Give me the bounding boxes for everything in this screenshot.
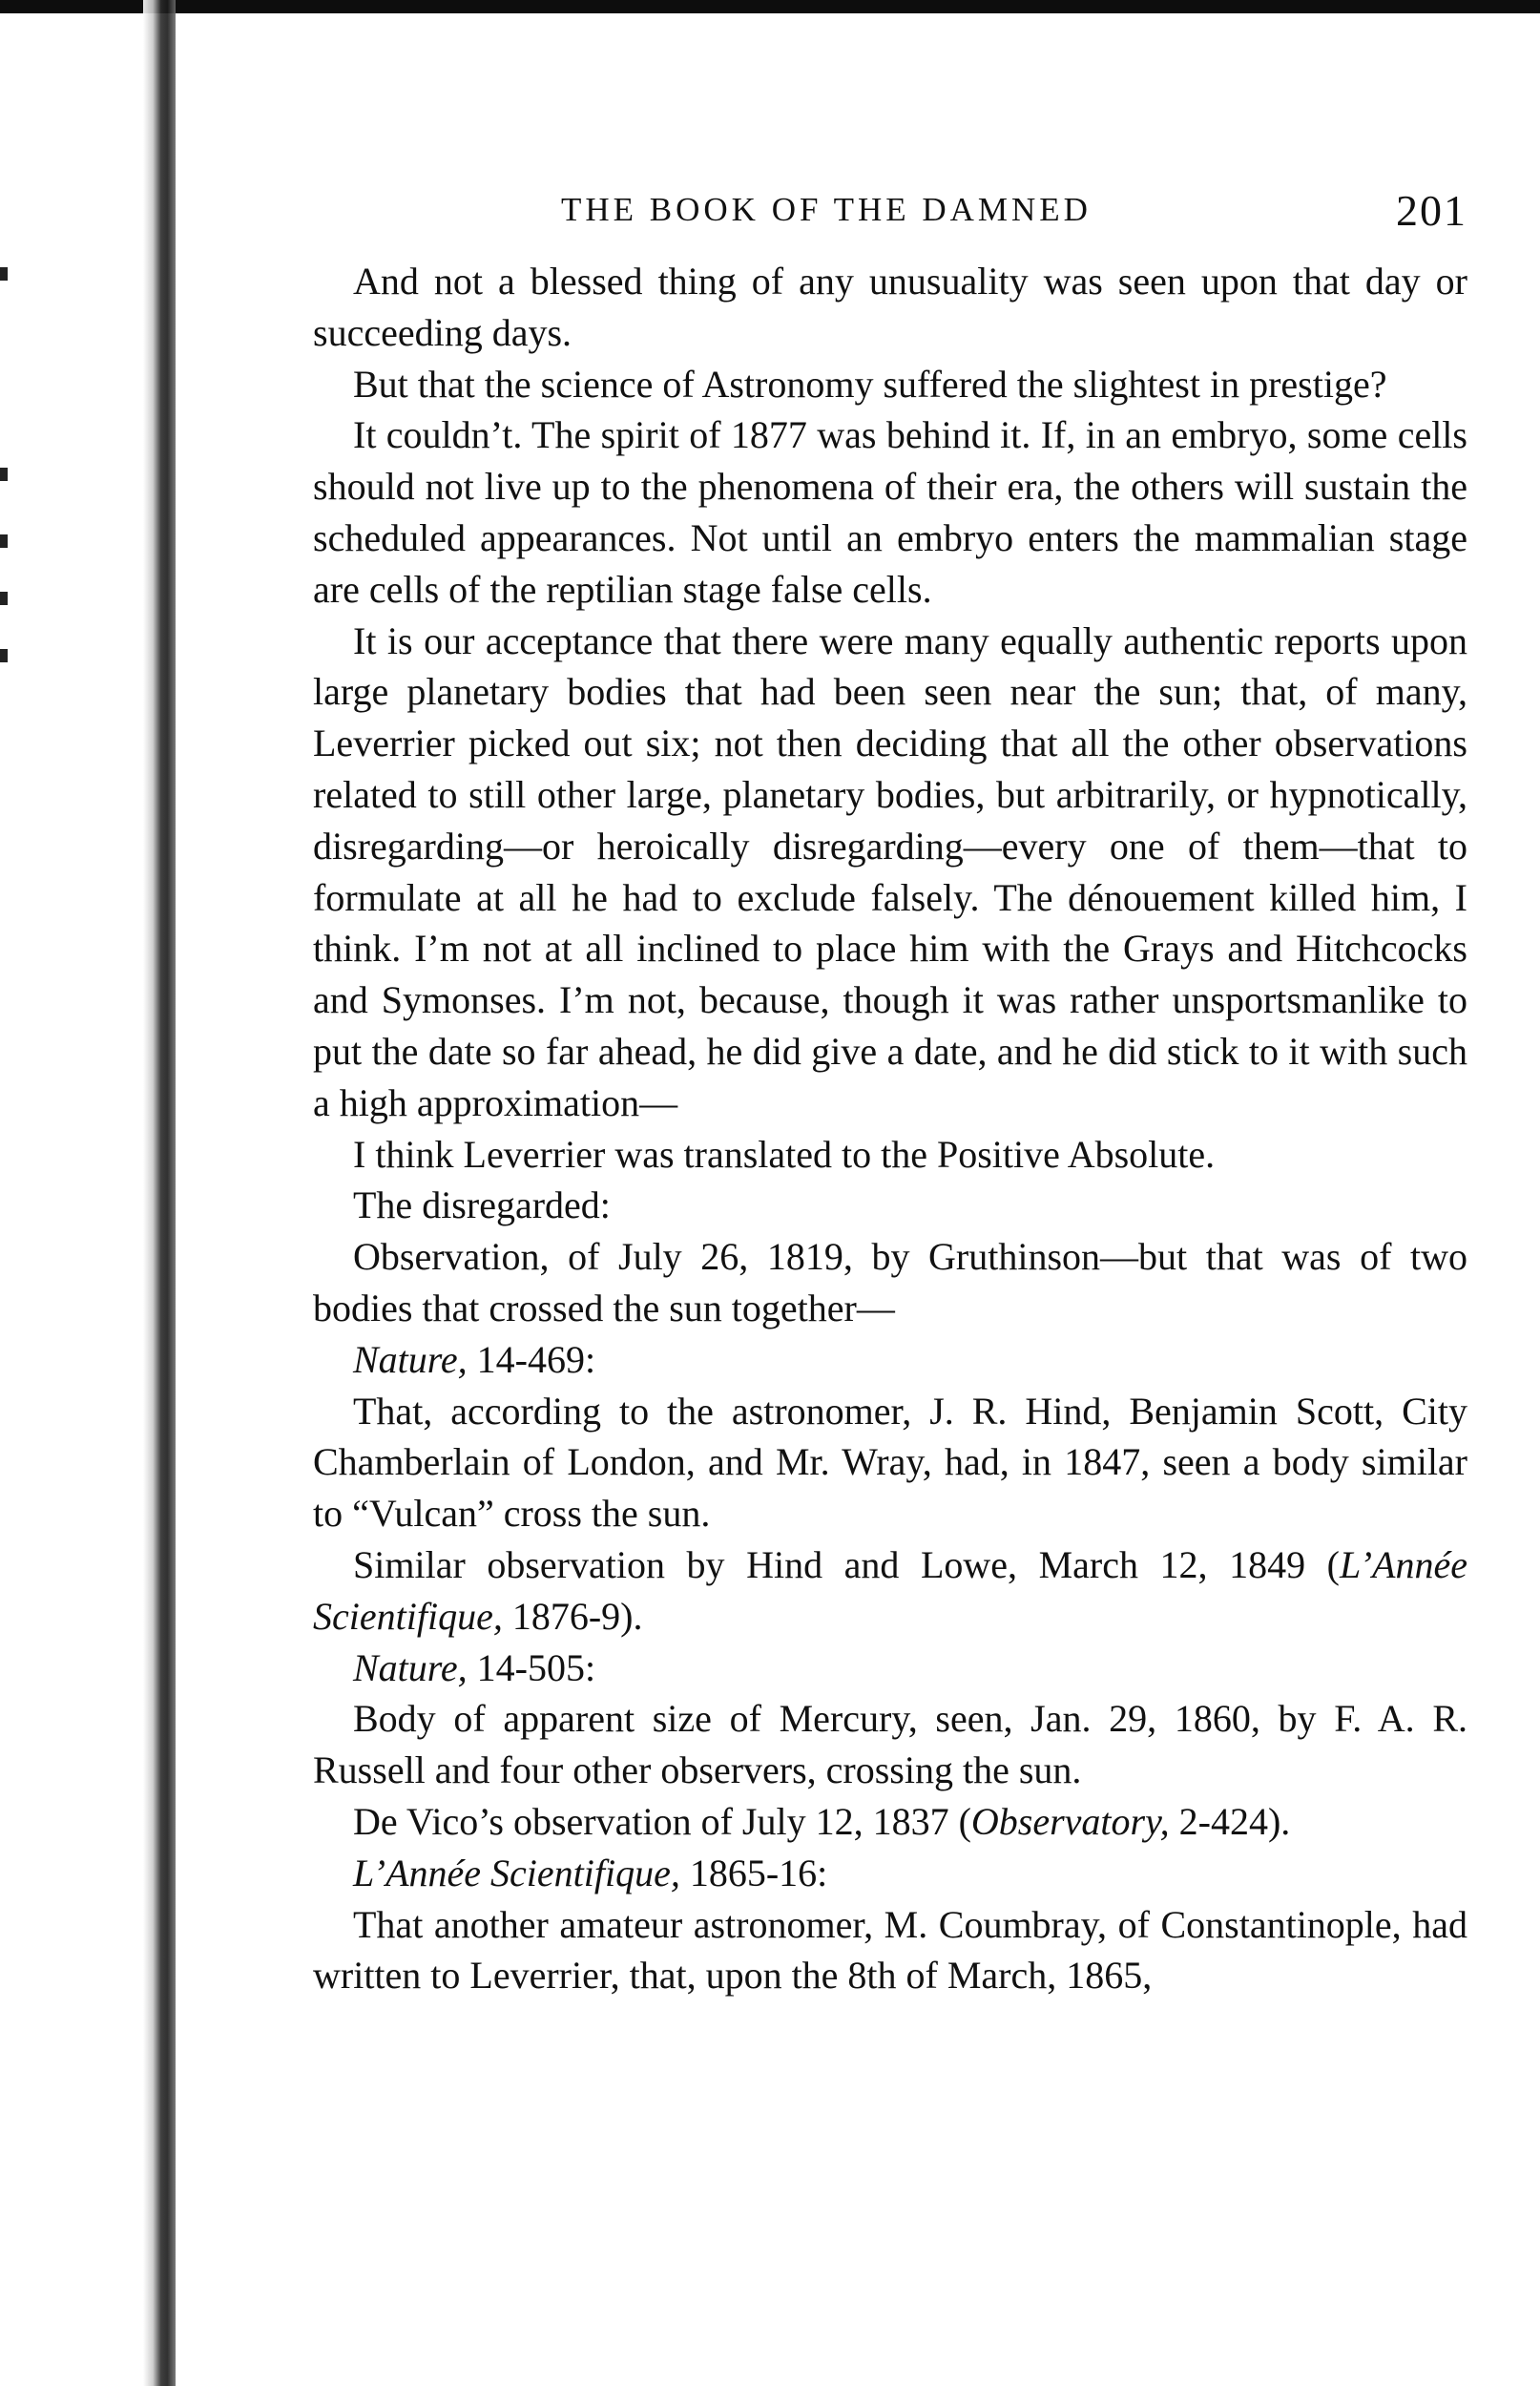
text-run: Observation, of July 26, 1819, by Gruthinson—but that was of two bodies that crossed the sun together—	[313, 1235, 1467, 1329]
text-run: The disregarded:	[353, 1183, 611, 1227]
text-run: That, according to the astronomer, J. R. Hind, Benjamin Scott, City Chamberlain of London, and Mr. Wray, had, in 1847, seen a body similar to “Vulcan” cross the sun.	[313, 1389, 1467, 1536]
running-head	[313, 186, 1467, 248]
text-run: But that the science of Astronomy suffered the slightest in prestige?	[353, 362, 1387, 406]
page-number: 201	[1396, 186, 1467, 235]
paragraph	[313, 256, 1467, 359]
paragraph	[313, 1539, 1467, 1643]
body-text	[313, 256, 1467, 2001]
text-run: 1876-9).	[502, 1594, 643, 1638]
italic-citation: L’Année Scientifique,	[353, 1851, 680, 1894]
italic-citation: L’Année Scientifique,	[313, 1542, 1467, 1638]
text-run: Body of apparent size of Mercury, seen, Jan. 29, 1860, by F. A. R. Russell and four other observers, crossing the sun.	[313, 1697, 1467, 1792]
text-run: 14-505:	[467, 1645, 596, 1689]
text-run: That another amateur astronomer, M. Coumbray, of Constantinople, had written to Leverrier, that, upon the 8th of March, 1865,	[313, 1902, 1467, 1998]
paragraph	[313, 1386, 1467, 1539]
text-run: Similar observation by Hind and Lowe, March 12, 1849 (	[353, 1542, 1340, 1586]
paragraph	[313, 1796, 1467, 1848]
text-run: It couldn’t. The spirit of 1877 was behind it. If, in an embryo, some cells should not live up to the phenomena of their era, the others will sustain the scheduled appearances. Not until an embryo enters the mammalian stage are cells of the reptilian stage false cells.	[313, 413, 1467, 611]
paragraph	[313, 1180, 1467, 1231]
paragraph	[313, 616, 1467, 1129]
italic-citation: Observatory,	[970, 1799, 1170, 1843]
paragraph	[313, 1899, 1467, 2002]
paragraph	[313, 1693, 1467, 1796]
text-run: 14-469:	[467, 1337, 596, 1381]
text-run: I think Leverrier was translated to the Positive Absolute.	[353, 1132, 1216, 1176]
text-run: It is our acceptance that there were many equally authentic reports upon large planetary bodies that had been seen near the sun; that, of many, Leverrier picked out six; not then deciding that all the other observations related to still other large, planetary bodies, but arbitrarily, or hypnotically, disregarding—or heroically disregarding—every one of them—that to formulate at all he had to exclude falsely. The dénouement killed him, I think. I’m not at all inclined to place him with the Grays and Hitchcocks and Symonses. I’m not, because, though it was rather unsportsmanlike to put the date so far ahead, he did give a date, and he did stick to it with such a high approximation—	[313, 618, 1467, 1124]
paragraph	[313, 1231, 1467, 1334]
paragraph	[313, 409, 1467, 615]
paragraph	[313, 359, 1467, 410]
italic-citation: Nature,	[353, 1337, 468, 1381]
paragraph	[313, 1129, 1467, 1181]
running-head-title: THE BOOK OF THE DAMNED	[561, 191, 1092, 228]
text-run: And not a blessed thing of any unusuality was seen upon that day or succeeding days.	[313, 260, 1467, 354]
paragraph	[313, 1334, 1467, 1386]
italic-citation: Nature,	[353, 1645, 468, 1689]
text-run: De Vico’s observation of July 12, 1837 (	[353, 1799, 971, 1843]
paragraph	[313, 1848, 1467, 1899]
paragraph	[313, 1643, 1467, 1694]
text-run: 2-424).	[1169, 1799, 1291, 1843]
text-run: 1865-16:	[679, 1851, 828, 1894]
